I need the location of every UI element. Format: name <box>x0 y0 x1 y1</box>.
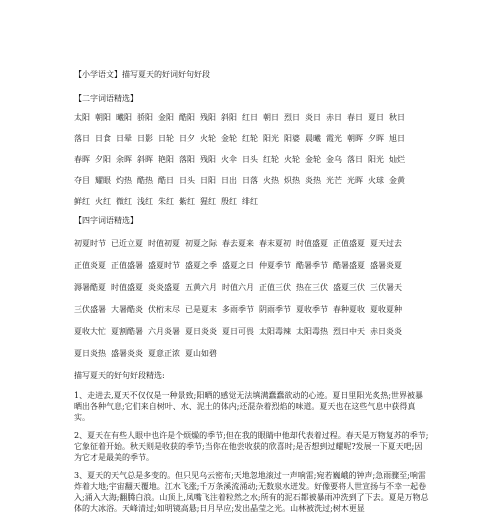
word-item: 余晖 <box>116 155 132 164</box>
word-item: 火轮 <box>200 134 216 143</box>
word-item: 已是夏末 <box>185 305 217 314</box>
word-item: 多雨季节 <box>222 305 254 314</box>
paragraph-text: 3、夏天的天气总是多变的。但只见乌云密布;天地忽地滚过一声响雷;宛若巍峨的钟声;急雨骤至;响雷炸着大地;宇宙翻天覆地。江水飞涨;千万条溪流涌动;无数泉水迸发。好像要将人世宣扬与不幸一起卷入;涌入大海;翻腾白浪。山顶上,凤嘴飞注着粒然之水;所有的泥石都被暴雨冲洗到了下去。夏是万物总体的大冰浴。天峰清过;如明镜高悬;日月早应;发出晶莹之光。山林被洗过;树木更显 <box>74 471 429 513</box>
word-row <box>74 155 410 165</box>
word-item: 斜晖 <box>137 155 153 164</box>
word-item: 太阳毒热 <box>296 327 328 336</box>
word-item: 盛暑炎夏 <box>370 261 402 270</box>
word-row <box>74 176 410 186</box>
document-title: 【小学语文】描写夏天的好词好句好段 <box>74 70 210 79</box>
word-item: 春末夏初 <box>259 239 291 248</box>
word-item: 夏天过去 <box>370 239 402 248</box>
word-row <box>74 239 407 249</box>
word-item: 酷暑盛夏 <box>333 261 365 270</box>
word-item: 三伏暑天 <box>370 283 402 292</box>
word-item: 时值盛夏 <box>296 239 328 248</box>
word-row <box>74 261 407 271</box>
word-item: 盛暑炎炎 <box>111 349 143 358</box>
word-item: 金轮 <box>221 134 237 143</box>
word-item: 夺目 <box>74 176 90 185</box>
word-item: 正值盛暑 <box>111 261 143 270</box>
word-item: 火球 <box>368 176 384 185</box>
word-item: 时值六月 <box>222 283 254 292</box>
word-item: 三伏盛暑 <box>74 305 106 314</box>
word-item: 日轮 <box>158 134 174 143</box>
word-item: 阳婆 <box>284 134 300 143</box>
word-item: 酷热 <box>137 176 153 185</box>
word-item: 火轮 <box>284 155 300 164</box>
word-item: 太阳 <box>74 113 90 122</box>
word-row <box>74 134 410 144</box>
paragraph-text: 1、走进去,夏天不仅仅是一种景致;阳晒的感觉无法填满蠢蠢欲动的心迹。夏日里阳光炙热;世界被暴晒出各种气息;它们来自树叶、水、泥土的体内;还混杂着烈焰的味道。夏天也在这些气息中获得真实。 <box>74 391 424 422</box>
word-item: 浅红 <box>137 197 153 206</box>
word-item: 阴雨季节 <box>259 305 291 314</box>
word-item: 春晖 <box>74 155 90 164</box>
word-item: 火伞 <box>221 155 237 164</box>
word-item: 夏日 <box>368 113 384 122</box>
word-item: 朝阳 <box>95 113 111 122</box>
word-item: 太阳毒辣 <box>259 327 291 336</box>
word-item: 骄阳 <box>137 113 153 122</box>
word-item: 红轮 <box>242 134 258 143</box>
word-item: 灼热 <box>116 176 132 185</box>
word-item: 绯红 <box>242 197 258 206</box>
word-item: 朝日 <box>263 113 279 122</box>
word-item: 夏日炎炎 <box>185 327 217 336</box>
word-item: 赤日炎炎 <box>370 327 402 336</box>
word-item: 夏收大忙 <box>74 327 106 336</box>
word-item: 艳阳 <box>158 155 174 164</box>
word-item: 大暑酷炎 <box>111 305 143 314</box>
word-item: 时值盛夏 <box>111 283 143 292</box>
word-item: 烈日中天 <box>333 327 365 336</box>
word-item: 阳光 <box>368 155 384 164</box>
word-item: 微红 <box>116 197 132 206</box>
word-item: 灿烂 <box>389 155 405 164</box>
word-item: 秋日 <box>389 113 405 122</box>
word-row <box>74 349 222 359</box>
word-item: 酷阳 <box>179 113 195 122</box>
section-heading-two-char: 【二字词语精选】 <box>74 94 138 103</box>
word-item: 耀眼 <box>95 176 111 185</box>
word-item: 日头 <box>179 176 195 185</box>
paragraph-3 <box>74 470 430 514</box>
word-row <box>74 283 407 293</box>
word-item: 日落 <box>242 176 258 185</box>
word-item: 日头 <box>242 155 258 164</box>
word-item: 猩红 <box>200 197 216 206</box>
word-item: 朝晖 <box>347 134 363 143</box>
word-item: 夏日炎热 <box>74 349 106 358</box>
paragraph-text: 2、夏天在有些人眼中也许是个烦燥的季节;但在我的眼睛中他却代表着过程。春天是万物复苏的季节;它象征着开始。秋天则是收获的季节;当你在他尝收获的欣喜时;是否想到过耀呢?发展一下夏天吧;因为它才是最美的季节。 <box>74 431 429 462</box>
word-item: 鲜红 <box>74 197 90 206</box>
word-item: 仲夏季节 <box>259 261 291 270</box>
word-item: 盛夏之季 <box>185 261 217 270</box>
word-row <box>74 305 407 315</box>
word-item: 金阳 <box>158 113 174 122</box>
word-item: 火红 <box>95 197 111 206</box>
word-item: 夏割酷暑 <box>111 327 143 336</box>
word-item: 伏桁末尽 <box>148 305 180 314</box>
word-item: 正值三伏 <box>259 283 291 292</box>
word-item: 炎日 <box>305 113 321 122</box>
word-item: 光晖 <box>347 176 363 185</box>
word-item: 夏山如碧 <box>185 349 217 358</box>
word-item: 炎热 <box>305 176 321 185</box>
word-item: 炽热 <box>284 176 300 185</box>
word-item: 酷日 <box>158 176 174 185</box>
word-item: 火热 <box>263 176 279 185</box>
section-heading-four-char: 【四字词语精选】 <box>74 216 138 225</box>
paragraph-1 <box>74 390 430 423</box>
word-row <box>74 197 263 207</box>
word-item: 落日 <box>347 155 363 164</box>
word-item: 斜阳 <box>221 113 237 122</box>
word-item: 红轮 <box>263 155 279 164</box>
word-item: 朱红 <box>158 197 174 206</box>
paragraph-2 <box>74 430 430 463</box>
word-item: 红日 <box>242 113 258 122</box>
word-item: 夕阳 <box>95 155 111 164</box>
word-item: 已近立夏 <box>111 239 143 248</box>
word-item: 金乌 <box>326 155 342 164</box>
word-item: 日食 <box>95 134 111 143</box>
word-item: 残阳 <box>200 113 216 122</box>
word-item: 盛夏三伏 <box>333 283 365 292</box>
word-item: 霞光 <box>326 134 342 143</box>
word-item: 夕晖 <box>368 134 384 143</box>
word-item: 夏收夏种 <box>370 305 402 314</box>
word-item: 夏意正浓 <box>148 349 180 358</box>
word-item: 金轮 <box>305 155 321 164</box>
word-item: 五黄六月 <box>185 283 217 292</box>
word-item: 日影 <box>137 134 153 143</box>
word-item: 殷红 <box>221 197 237 206</box>
word-item: 初夏时节 <box>74 239 106 248</box>
word-item: 炎炎盛夏 <box>148 283 180 292</box>
word-item: 日出 <box>221 176 237 185</box>
word-item: 夏日可畏 <box>222 327 254 336</box>
word-item: 酷暑季节 <box>296 261 328 270</box>
word-item: 春种夏收 <box>333 305 365 314</box>
word-item: 紫红 <box>179 197 195 206</box>
word-item: 初夏之际 <box>185 239 217 248</box>
word-item: 残阳 <box>200 155 216 164</box>
word-row <box>74 113 410 123</box>
word-item: 曦阳 <box>116 113 132 122</box>
word-row <box>74 327 407 337</box>
word-item: 晨曦 <box>305 134 321 143</box>
word-item: 溽暑酷夏 <box>74 283 106 292</box>
word-item: 落日 <box>74 134 90 143</box>
word-item: 六月炎暑 <box>148 327 180 336</box>
word-item: 金黄 <box>389 176 405 185</box>
word-item: 阳光 <box>263 134 279 143</box>
word-item: 旭日 <box>389 134 405 143</box>
word-item: 盛夏之日 <box>222 261 254 270</box>
word-item: 春去夏来 <box>222 239 254 248</box>
word-item: 时值初夏 <box>148 239 180 248</box>
word-item: 正值盛夏 <box>333 239 365 248</box>
word-item: 赤日 <box>326 113 342 122</box>
word-item: 正值炎夏 <box>74 261 106 270</box>
word-item: 烈日 <box>284 113 300 122</box>
word-item: 光芒 <box>326 176 342 185</box>
word-item: 日夕 <box>179 134 195 143</box>
word-item: 落阳 <box>179 155 195 164</box>
word-item: 盛夏时节 <box>148 261 180 270</box>
word-item: 热在三伏 <box>296 283 328 292</box>
word-item: 夏收季节 <box>296 305 328 314</box>
word-item: 日晕 <box>116 134 132 143</box>
word-item: 春日 <box>347 113 363 122</box>
word-item: 日阳 <box>200 176 216 185</box>
section-heading-sentences: 描写夏天的好句好段精选: <box>74 371 165 380</box>
